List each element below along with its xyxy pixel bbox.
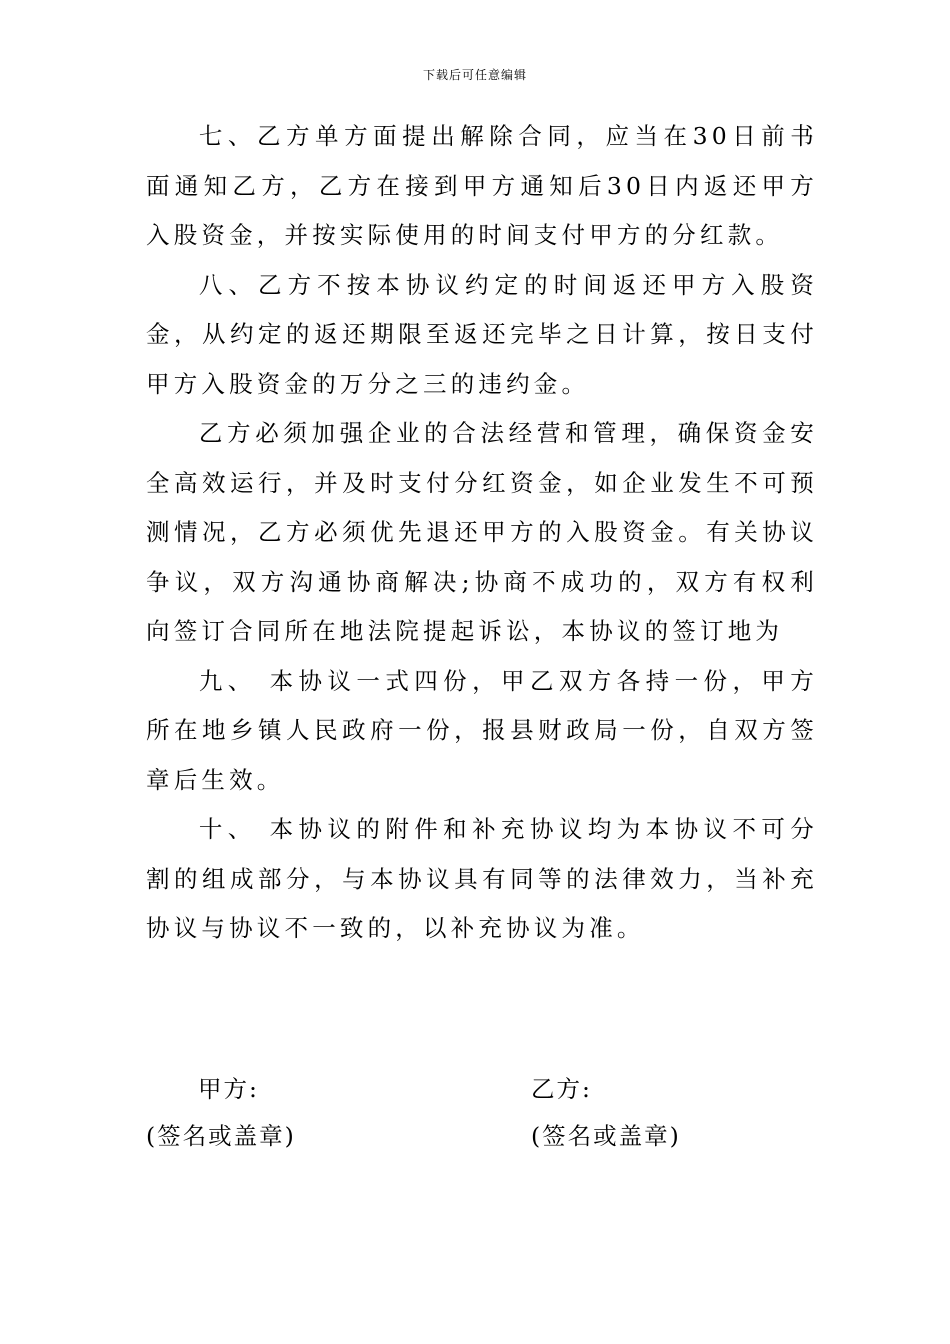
party-a-signature-note: (签名或盖章) — [146, 1122, 296, 1150]
party-b-signature-note: (签名或盖章) — [531, 1122, 681, 1150]
party-a-label: 甲方: — [198, 1075, 259, 1103]
clause-seven: 七、乙方单方面提出解除合同，应当在30日前书面通知乙方，乙方在接到甲方通知后30日内返还甲方入股资金，并按实际使用的时间支付甲方的分红款。 — [146, 122, 818, 249]
clause-nine: 九、 本协议一式四份，甲乙双方各持一份，甲方所在地乡镇人民政府一份，报县财政局一份，自双方签章后生效。 — [146, 666, 818, 794]
party-b-label: 乙方: — [531, 1075, 592, 1103]
clause-fund-security: 乙方必须加强企业的合法经营和管理，确保资金安全高效运行，并及时支付分红资金，如企业发生不可预测情况，乙方必须优先退还甲方的入股资金。有关协议争议，双方沟通协商解决;协商不成功的，双方有权利向签订合同所在地法院提起诉讼，本协议的签订地为 — [146, 419, 818, 645]
agreement-body — [146, 112, 818, 954]
clause-ten: 十、 本协议的附件和补充协议均为本协议不可分割的组成部分，与本协议具有同等的法律效力，当补充协议与协议不一致的，以补充协议为准。 — [146, 815, 818, 942]
editable-download-note: 下载后可任意编辑 — [422, 68, 527, 82]
clause-eight: 八、乙方不按本协议约定的时间返还甲方入股资金，从约定的返还期限至返还完毕之日计算，按日支付甲方入股资金的万分之三的违约金。 — [146, 270, 818, 398]
